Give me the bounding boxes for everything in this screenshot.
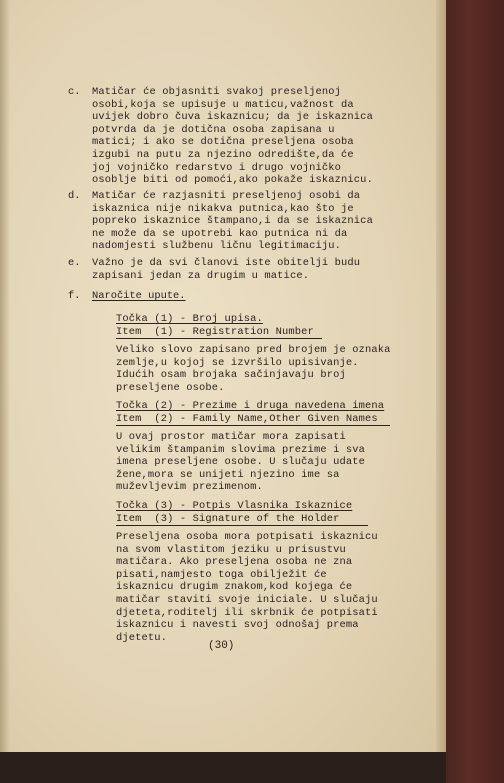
page-edge <box>436 0 446 783</box>
item-c-text-line: Matičar će objasniti svakoj preseljenoj <box>92 86 342 98</box>
point-2-title <box>116 400 384 425</box>
item-marker-f: f. <box>68 290 81 302</box>
item-e-text <box>92 257 360 282</box>
point-3-text-line: Preseljena osoba mora potpisati iskaznicu <box>116 531 378 543</box>
item-d-text-line: iskaznica nije nikakva putnica,kao što je <box>92 202 354 215</box>
point-2-text-line: muževljevim prezimenom. <box>116 481 263 494</box>
item-d-text-line: popreko iskaznice štampano,i da se iskaznica <box>92 215 373 228</box>
point-3-underline <box>116 525 368 526</box>
page-number: (30) <box>208 640 235 652</box>
point-1-text-line: preseljene osobe. <box>116 381 225 394</box>
point-3-text <box>116 531 378 644</box>
item-c-text-line: osoblje biti od pomoći,ako pokaže iskaznicu. <box>92 174 373 187</box>
point-3-text-line: iskaznicu i navesti svoj odnošaj prema <box>116 619 359 632</box>
item-c-text-line: izgubi na putu za njezino odredište,da će <box>92 148 354 161</box>
point-1-underline <box>116 338 322 339</box>
point-2-text-line: U ovaj prostor matičar mora zapisati <box>116 431 346 443</box>
point-2-title-en: Item (2) - Family Name,Other Given Names <box>116 412 378 425</box>
item-d-text-line: nadomjesti službenu ličnu legitimaciju. <box>92 240 342 253</box>
item-marker-e: e. <box>68 257 81 269</box>
item-c-text-line: matici; i ako se dotična preseljena osoba <box>92 136 354 149</box>
item-c-text-line: osobi,koja se upisuje u maticu,važnost da <box>92 98 354 111</box>
point-3-title-en: Item (3) - Signature of the Holder <box>116 512 340 525</box>
item-d-text-line: ne može da se upotrebi kao putnica ni da <box>92 227 348 240</box>
book-cover <box>446 0 504 783</box>
point-3-text-line: djetetu. <box>116 631 168 644</box>
point-2-text-line: žene,mora se unijeti njezino ime sa <box>116 468 340 481</box>
point-2-underline <box>116 425 390 426</box>
point-1-text <box>116 344 391 394</box>
item-c-text-line: joj vojničko redarstvo i drugo vojničko <box>92 161 342 174</box>
item-e-text-line: Važno je da svi članovi iste obitelji budu <box>92 257 361 269</box>
point-3-text-line: matičara. Ako preseljena osoba ne zna <box>116 556 353 569</box>
point-2-title-hr: Točka (2) - Prezime i druga navedena imena <box>116 400 385 412</box>
point-3-title-hr: Točka (3) - Potpis Vlasnika Iskaznice <box>116 500 353 512</box>
point-2-text-line: imena preseljene osobe. U slučaju udate <box>116 456 366 469</box>
point-3-title <box>116 500 352 525</box>
spine-shadow <box>0 0 10 783</box>
point-1-text-line: zemlje,u kojoj se izvršilo upisivanje. <box>116 356 359 369</box>
point-3-text-line: pisati,namjesto toga obilježit će <box>116 568 327 581</box>
point-3-text-line: na svom vlastitom jeziku u prisustvu <box>116 543 346 556</box>
point-1-text-line: Idućih osam brojaka sačinjavaju broj <box>116 369 346 382</box>
bottom-background <box>0 752 446 783</box>
item-marker-c: c. <box>68 86 81 98</box>
item-d-text-line: Matičar će razjasniti preseljenoj osobi da <box>92 190 361 202</box>
item-c-text-line: uvijek dobro čuva iskaznicu; da je iskaznica <box>92 111 373 124</box>
item-e-text-line: zapisani jedan za drugim u matice. <box>92 269 310 282</box>
point-1-title <box>116 313 314 338</box>
point-3-text-line: djeteta,roditelj ili skrbnik će potpisati <box>116 606 378 619</box>
point-3-text-line: iskaznicu drugim znakom,kod kojega će <box>116 581 353 594</box>
point-3-text-line: matičar staviti svoje iniciale. U slučaju <box>116 593 378 606</box>
point-1-text-line: Veliko slovo zapisano pred brojem je oznaka <box>116 344 391 356</box>
item-marker-d: d. <box>68 190 81 202</box>
item-c-text-line: potvrda da je dotična osoba zapisana u <box>92 123 335 136</box>
item-d-text <box>92 190 373 253</box>
point-2-text <box>116 431 365 494</box>
point-2-text-line: velikim štampanim slovima prezime i sva <box>116 443 366 456</box>
section-heading: Naročite upute. <box>92 290 186 302</box>
point-1-title-en: Item (1) - Registration Number <box>116 325 314 338</box>
point-1-title-hr: Točka (1) - Broj upisa. <box>116 313 263 325</box>
item-c-text <box>92 86 373 187</box>
